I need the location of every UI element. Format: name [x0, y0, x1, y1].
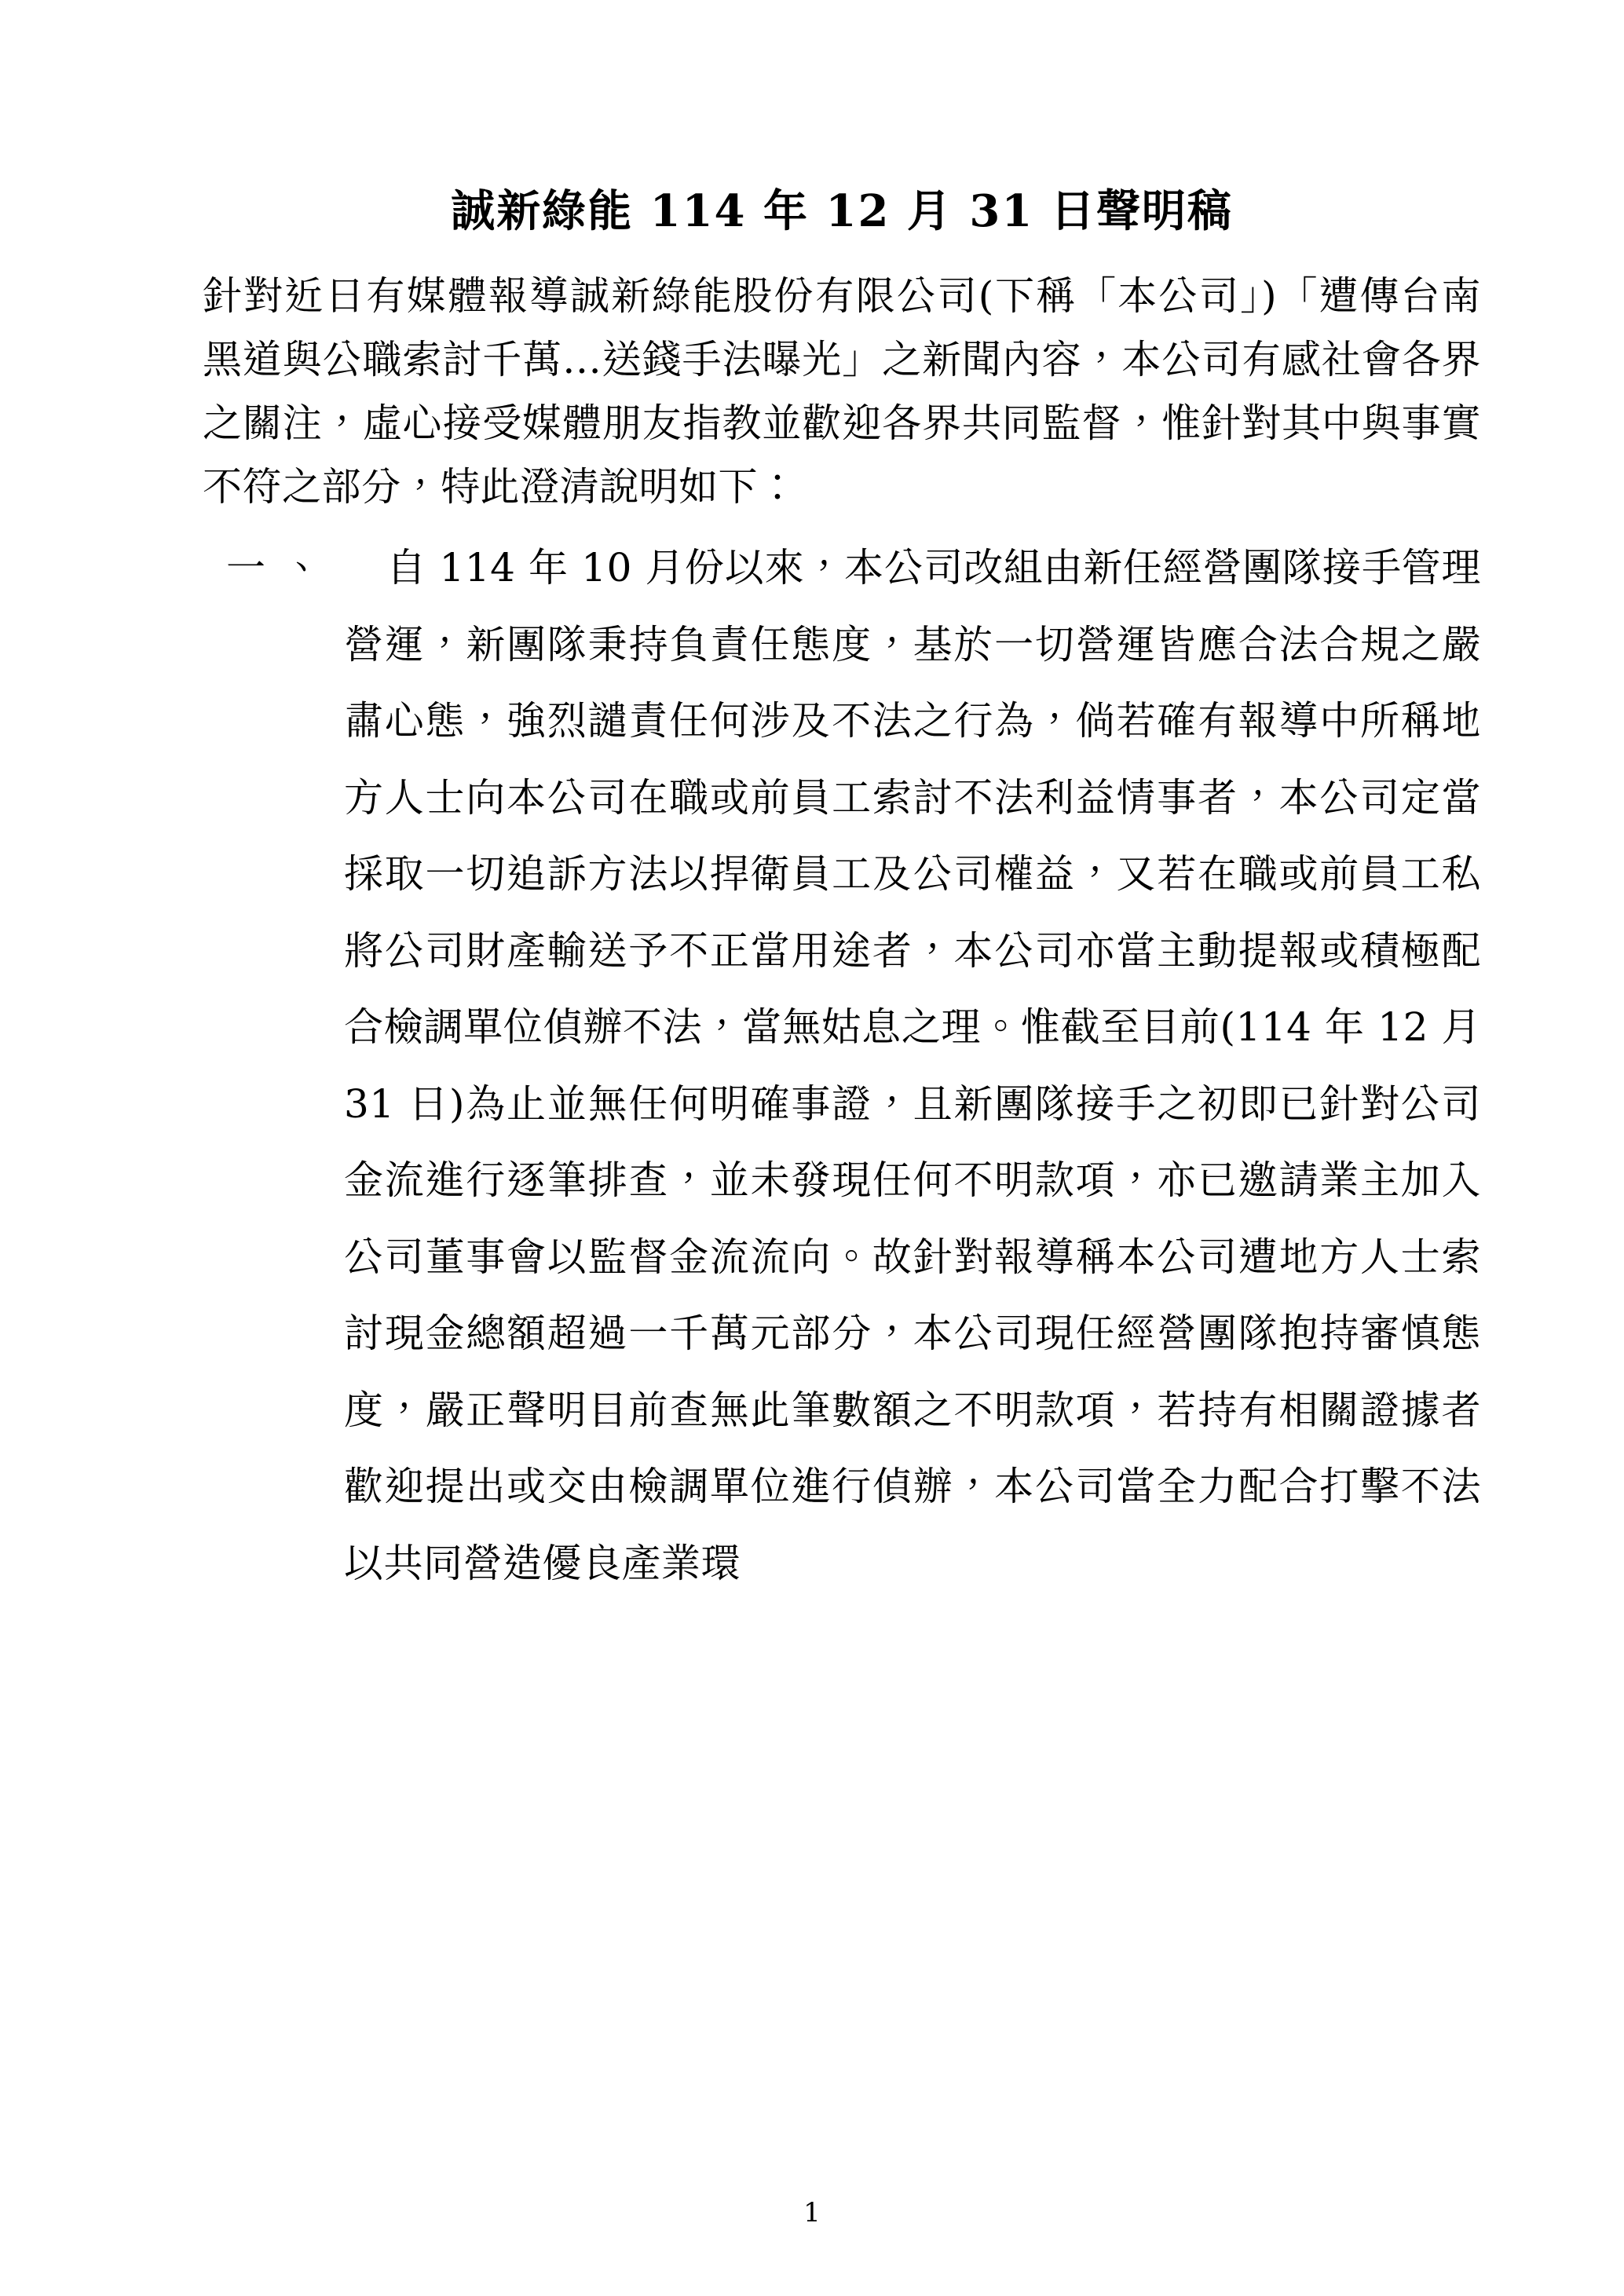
page-number: 1 — [803, 2197, 821, 2228]
page-title: 誠新綠能 114 年 12 月 31 日聲明稿 — [451, 185, 1233, 237]
list-item-marker: 一、 — [226, 545, 339, 591]
list-item-body — [339, 530, 1481, 1602]
list-item-text: 自 114 年 10 月份以來，本公司改組由新任經營團隊接手管理營運，新團隊秉持負責任態度，基於一切營運皆應合法合規之嚴肅心態，強烈譴責任何涉及不法之行為，倘若確有報導中所稱地方人士向本公司在職或前員工索討不法利益情事者，本公司定當採取一切追訴方法以捍衛員工及公司權益，又若在職或前員工私將公司財產輸送予不正當用途者，本公司亦當主動提報或積極配合檢調單位偵辦不法，當無姑息之理。惟截至目前(114 年 12 月 31 日)為止並無任何明確事證，且新團隊接手之初即已針對公司金流進行逐筆排查，並未發現任何不明款項，亦已邀請業主加入公司董事會以監督金流流向。故針對報導稱本公司遭地方人士索討現金總額超過一千萬元部分，本公司現任經營團隊抱持審慎態度，嚴正聲明目前查無此筆數額之不明款項，若持有相關證據者歡迎提出或交由檢調單位進行偵辦，本公司當全力配合打擊不法以共同營造優良產業環 — [344, 545, 1481, 1586]
intro-paragraph: 針對近日有媒體報導誠新綠能股份有限公司(下稱「本公司」)「遭傳台南黑道與公職索討千萬…送錢手法曝光」之新聞內容，本公司有感社會各界之關注，虛心接受媒體朋友指教並歡迎各界共同監督，惟針對其中與事實不符之部分，特此澄清說明如下： — [203, 273, 1481, 510]
list-item — [203, 530, 1481, 1602]
